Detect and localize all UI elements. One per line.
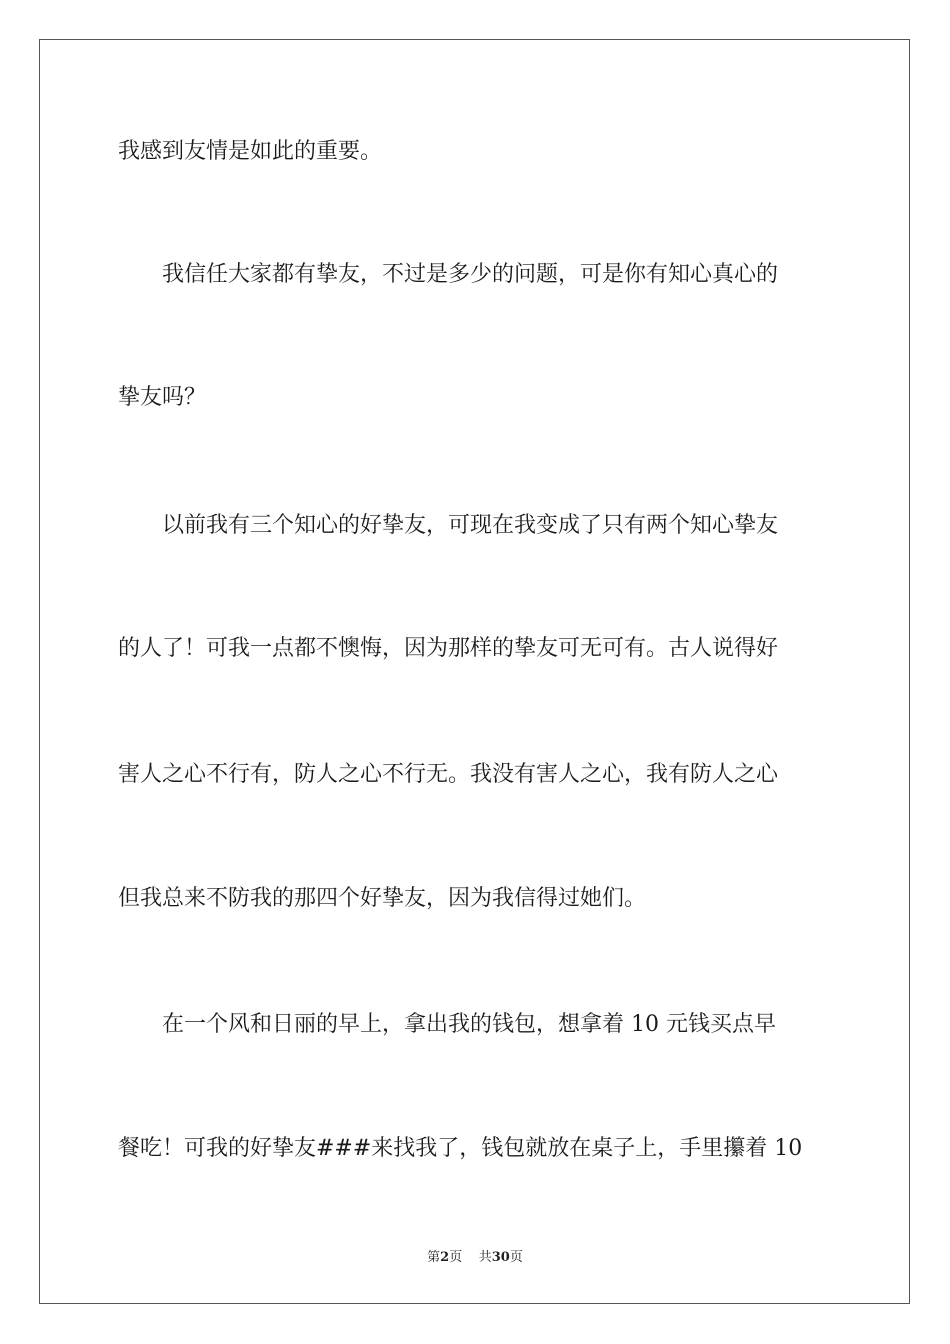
text-line: 的人了！可我一点都不懊悔，因为那样的挚友可无可有。古人说得好: [118, 636, 779, 661]
footer-total-suffix: 页: [509, 1250, 523, 1265]
current-page-number: 2: [440, 1250, 450, 1265]
text-line: 但我总来不防我的那四个好挚友，因为我信得过她们。: [118, 886, 647, 911]
text-line: 我感到友情是如此的重要。: [118, 139, 383, 164]
footer-prefix: 第: [427, 1250, 441, 1265]
footer-total-prefix: 共: [478, 1250, 492, 1265]
text-line: 挚友吗？: [118, 385, 207, 410]
page-footer: [0, 1246, 950, 1265]
text-line: 以前我有三个知心的好挚友，可现在我变成了只有两个知心挚友: [118, 513, 779, 538]
text-line: 害人之心不行有，防人之心不行无。我没有害人之心，我有防人之心: [118, 762, 779, 787]
footer-page-suffix: 页: [449, 1250, 463, 1265]
text-line: 餐吃！可我的好挚友###来找我了，钱包就放在桌子上，手里攥着 10: [118, 1136, 803, 1161]
page-border: [39, 39, 910, 1304]
text-line: 我信任大家都有挚友，不过是多少的问题，可是你有知心真心的: [118, 262, 779, 287]
text-line: 在一个风和日丽的早上，拿出我的钱包，想拿着 10 元钱买点早: [118, 1012, 776, 1037]
total-page-count: 30: [491, 1250, 510, 1265]
